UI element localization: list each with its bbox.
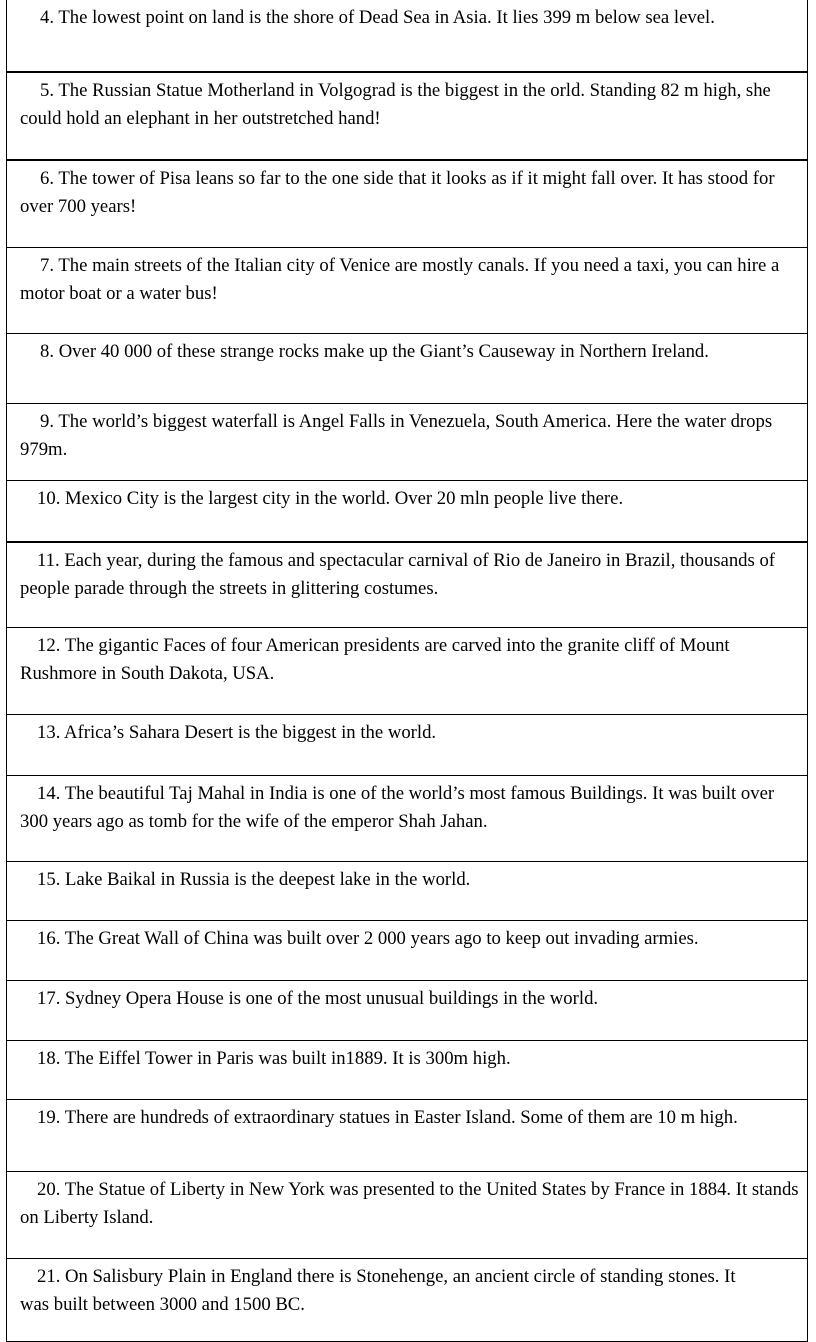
fact-body: The lowest point on land is the shore of Dead Sea in Asia. It lies 399 m below sea level. (58, 7, 715, 28)
fact-text (20, 77, 801, 133)
fact-card-12 (6, 627, 808, 715)
fact-number: 10. (37, 488, 61, 509)
fact-body: Mexico City is the largest city in the world. Over 20 mln people live there. (65, 488, 624, 509)
fact-number: 16. (37, 928, 61, 949)
fact-number: 14. (37, 783, 61, 804)
fact-number: 13. (37, 722, 61, 743)
fact-text (20, 866, 801, 894)
fact-number: 8. (40, 341, 55, 362)
fact-body: The Great Wall of China was built over 2 000 years ago to keep out invading armies. (64, 928, 699, 949)
fact-card-5 (6, 72, 808, 160)
fact-text (20, 632, 801, 688)
fact-number: 7. (40, 255, 55, 276)
fact-body: On Salisbury Plain in England there is Stonehenge, an ancient circle of standing stones. It was built between 3000 and 1500 BC. (20, 1266, 736, 1315)
fact-card-6 (6, 160, 808, 248)
fact-number: 9. (40, 411, 55, 432)
fact-number: 12. (37, 635, 61, 656)
fact-body: Africa’s Sahara Desert is the biggest in the world. (64, 722, 437, 743)
fact-card-17 (6, 980, 808, 1041)
fact-text (20, 1263, 801, 1319)
fact-text (20, 925, 801, 953)
fact-number: 19. (37, 1107, 61, 1128)
fact-card-10 (6, 480, 808, 542)
fact-number: 17. (37, 988, 61, 1009)
fact-body: The Eiffel Tower in Paris was built in1889. It is 300m high. (64, 1048, 511, 1069)
fact-text (20, 338, 801, 366)
fact-body: Lake Baikal in Russia is the deepest lake in the world. (65, 869, 471, 890)
fact-card-20 (6, 1171, 808, 1259)
fact-number: 5. (40, 80, 55, 101)
fact-card-16 (6, 920, 808, 981)
fact-text (20, 1104, 801, 1132)
fact-number: 21. (37, 1266, 61, 1287)
fact-text (20, 4, 801, 32)
fact-body: The tower of Pisa leans so far to the one side that it looks as if it might fall over. It has stood for over 700 years! (20, 168, 775, 217)
fact-text (20, 1045, 801, 1073)
fact-text (20, 780, 801, 836)
fact-card-4 (6, 0, 808, 72)
fact-card-13 (6, 714, 808, 776)
fact-body: The Statue of Liberty in New York was presented to the United States by France in 1884. It stands on Liberty Island. (20, 1179, 799, 1228)
fact-body: The beautiful Taj Mahal in India is one of the world’s most famous Buildings. It was built over 300 years ago as tomb for the wife of the emperor Shah Jahan. (20, 783, 775, 832)
fact-number: 18. (37, 1048, 61, 1069)
fact-body: The main streets of the Italian city of Venice are mostly canals. If you need a taxi, you can hire a motor boat or a water bus! (20, 255, 780, 304)
fact-card-18 (6, 1040, 808, 1100)
fact-text (20, 719, 801, 747)
fact-card-15 (6, 861, 808, 921)
fact-card-8 (6, 333, 808, 404)
fact-text (20, 165, 801, 221)
fact-card-21 (6, 1258, 808, 1342)
fact-text (20, 1176, 801, 1232)
fact-card-19 (6, 1099, 808, 1172)
fact-body: Over 40 000 of these strange rocks make up the Giant’s Causeway in Northern Ireland. (58, 341, 709, 362)
fact-body: The gigantic Faces of four American presidents are carved into the granite cliff of Mount Rushmore in South Dakota, USA. (20, 635, 730, 684)
fact-body: There are hundreds of extraordinary statues in Easter Island. Some of them are 10 m high. (64, 1107, 738, 1128)
fact-card-9 (6, 403, 808, 481)
fact-text (20, 485, 801, 513)
fact-card-11 (6, 542, 808, 628)
fact-number: 20. (37, 1179, 61, 1200)
fact-number: 4. (40, 7, 55, 28)
fact-number: 6. (40, 168, 55, 189)
fact-body: The Russian Statue Motherland in Volgograd is the biggest in the orld. Standing 82 m high, she could hold an elephant in her outstretched hand! (20, 80, 771, 129)
fact-body: Each year, during the famous and spectacular carnival of Rio de Janeiro in Brazil, thousands of people parade through the streets in glittering costumes. (20, 550, 776, 599)
fact-text (20, 547, 801, 603)
fact-body: The world’s biggest waterfall is Angel Falls in Venezuela, South America. Here the water drops 979m. (20, 411, 773, 460)
fact-card-14 (6, 775, 808, 862)
fact-number: 15. (37, 869, 61, 890)
fact-text (20, 252, 801, 308)
fact-number: 11. (37, 550, 60, 571)
fact-text (20, 985, 801, 1013)
fact-card-7 (6, 247, 808, 334)
fact-body: Sydney Opera House is one of the most unusual buildings in the world. (65, 988, 599, 1009)
fact-text (20, 408, 801, 464)
